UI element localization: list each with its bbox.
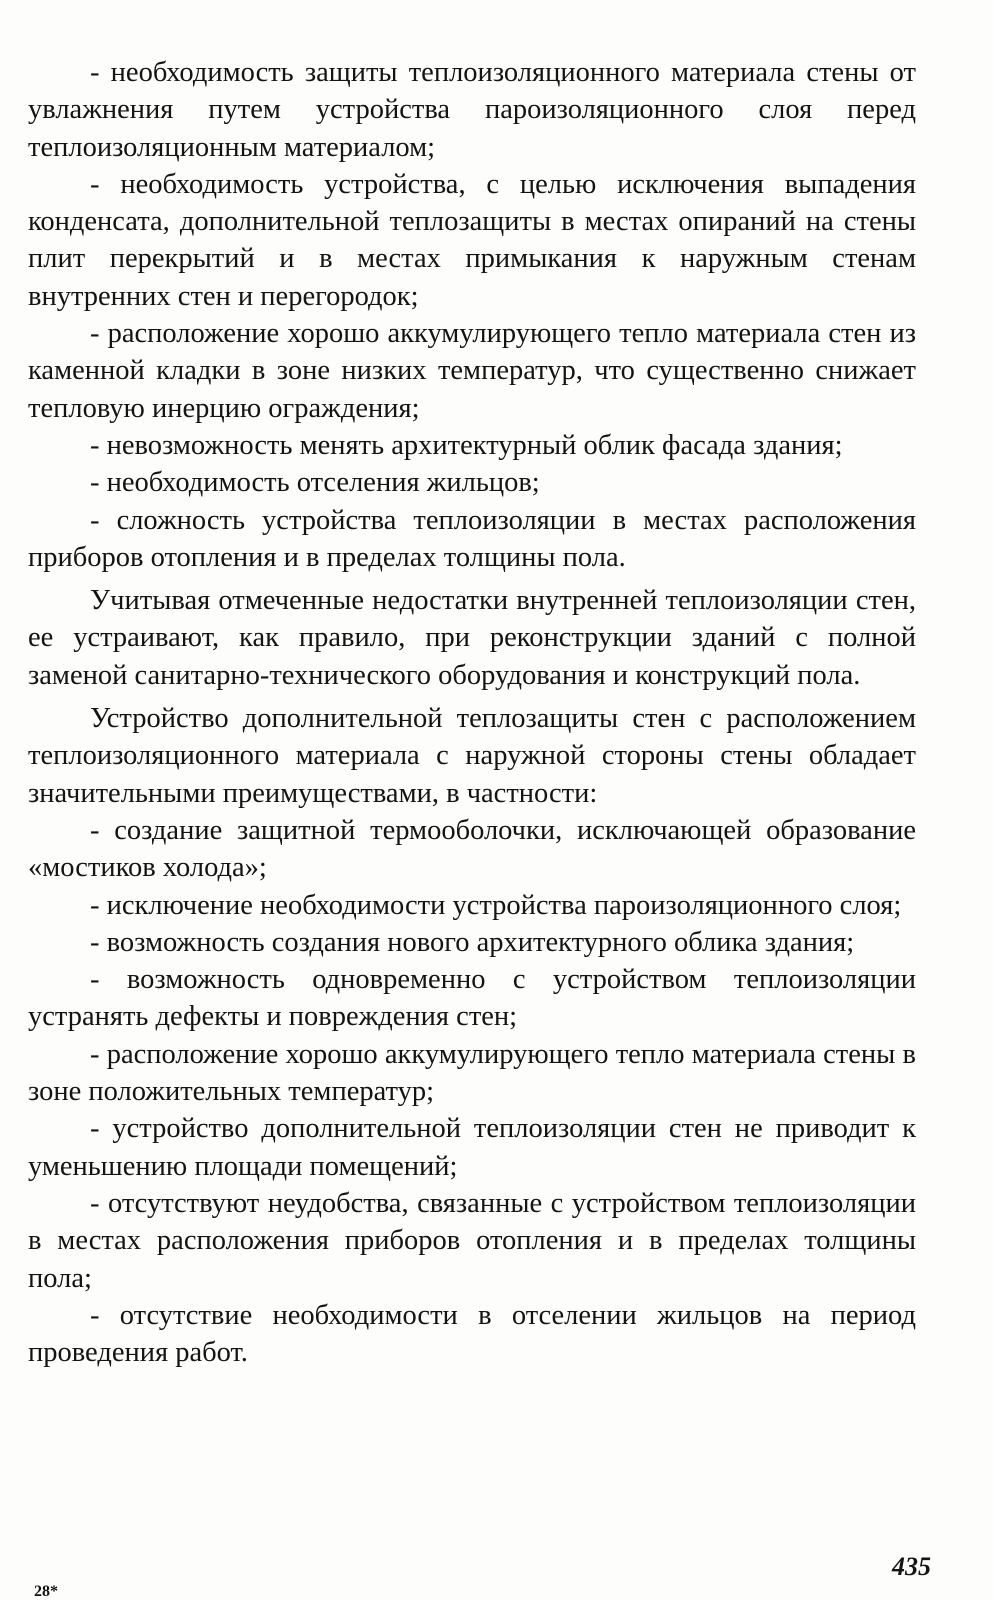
list-item: - сложность устройства теплоизоляции в местах расположения приборов отопления и в пределах толщины пола. (28, 504, 916, 573)
list-item: - создание защитной термооболочки, исключающей образование «мостиков холода»; (28, 814, 916, 884)
list-item: - необходимость защиты теплоизоляционного материала стены от увлажнения путем устройства пароизоляционного слоя перед теплоизоляционным материалом; (28, 57, 916, 163)
list-item: - исключение необходимости устройства пароизоляционного слоя; (90, 889, 902, 921)
paragraph: Учитывая отмеченные недостатки внутренней теплоизоляции стен, ее устраивают, как правило, при реконструкции зданий с полной заменой санитарно-технического оборудования и конструкций пола. (28, 585, 916, 691)
list-item: - невозможность менять архитектурный облик фасада здания; (90, 429, 843, 461)
paragraph: Устройство дополнительной теплозащиты стен с расположением теплоизоляционного материала с наружной стороны стены обладает значительными преимуществами, в частности: (28, 703, 916, 809)
list-item: - устройство дополнительной теплоизоляции стен не приводит к уменьшению площади помещений; (28, 1113, 916, 1182)
body-text (28, 54, 916, 1371)
signature-mark: 28* (34, 1583, 58, 1600)
list-item: - необходимость отселения жильцов; (90, 467, 540, 499)
page-number: 435 (892, 1552, 931, 1581)
list-item: - возможность создания нового архитектурного облика здания; (90, 926, 855, 958)
list-item: - отсутствие необходимости в отселении жильцов на период проведения работ. (28, 1299, 916, 1369)
list-item: - расположение хорошо аккумулирующего тепло материала стены в зоне положительных температур; (28, 1038, 916, 1108)
list-item: - отсутствуют неудобства, связанные с устройством теплоизоляции в местах расположения приборов отопления и в пределах толщины пола; (28, 1187, 916, 1294)
list-item: - возможность одновременно с устройством теплоизоляции устранять дефекты и повреждения стен; (28, 964, 916, 1033)
list-item: - необходимость устройства, с целью исключения выпадения конденсата, дополнительной теплозащиты в местах опираний на стены плит перекрытий и в местах примыкания к наружным стенам внутренних стен и перегородок; (28, 168, 916, 312)
list-item: - расположение хорошо аккумулирующего тепло материала стен из каменной кладки в зоне низких температур, что существенно снижает тепловую инерцию ограждения; (28, 318, 916, 424)
